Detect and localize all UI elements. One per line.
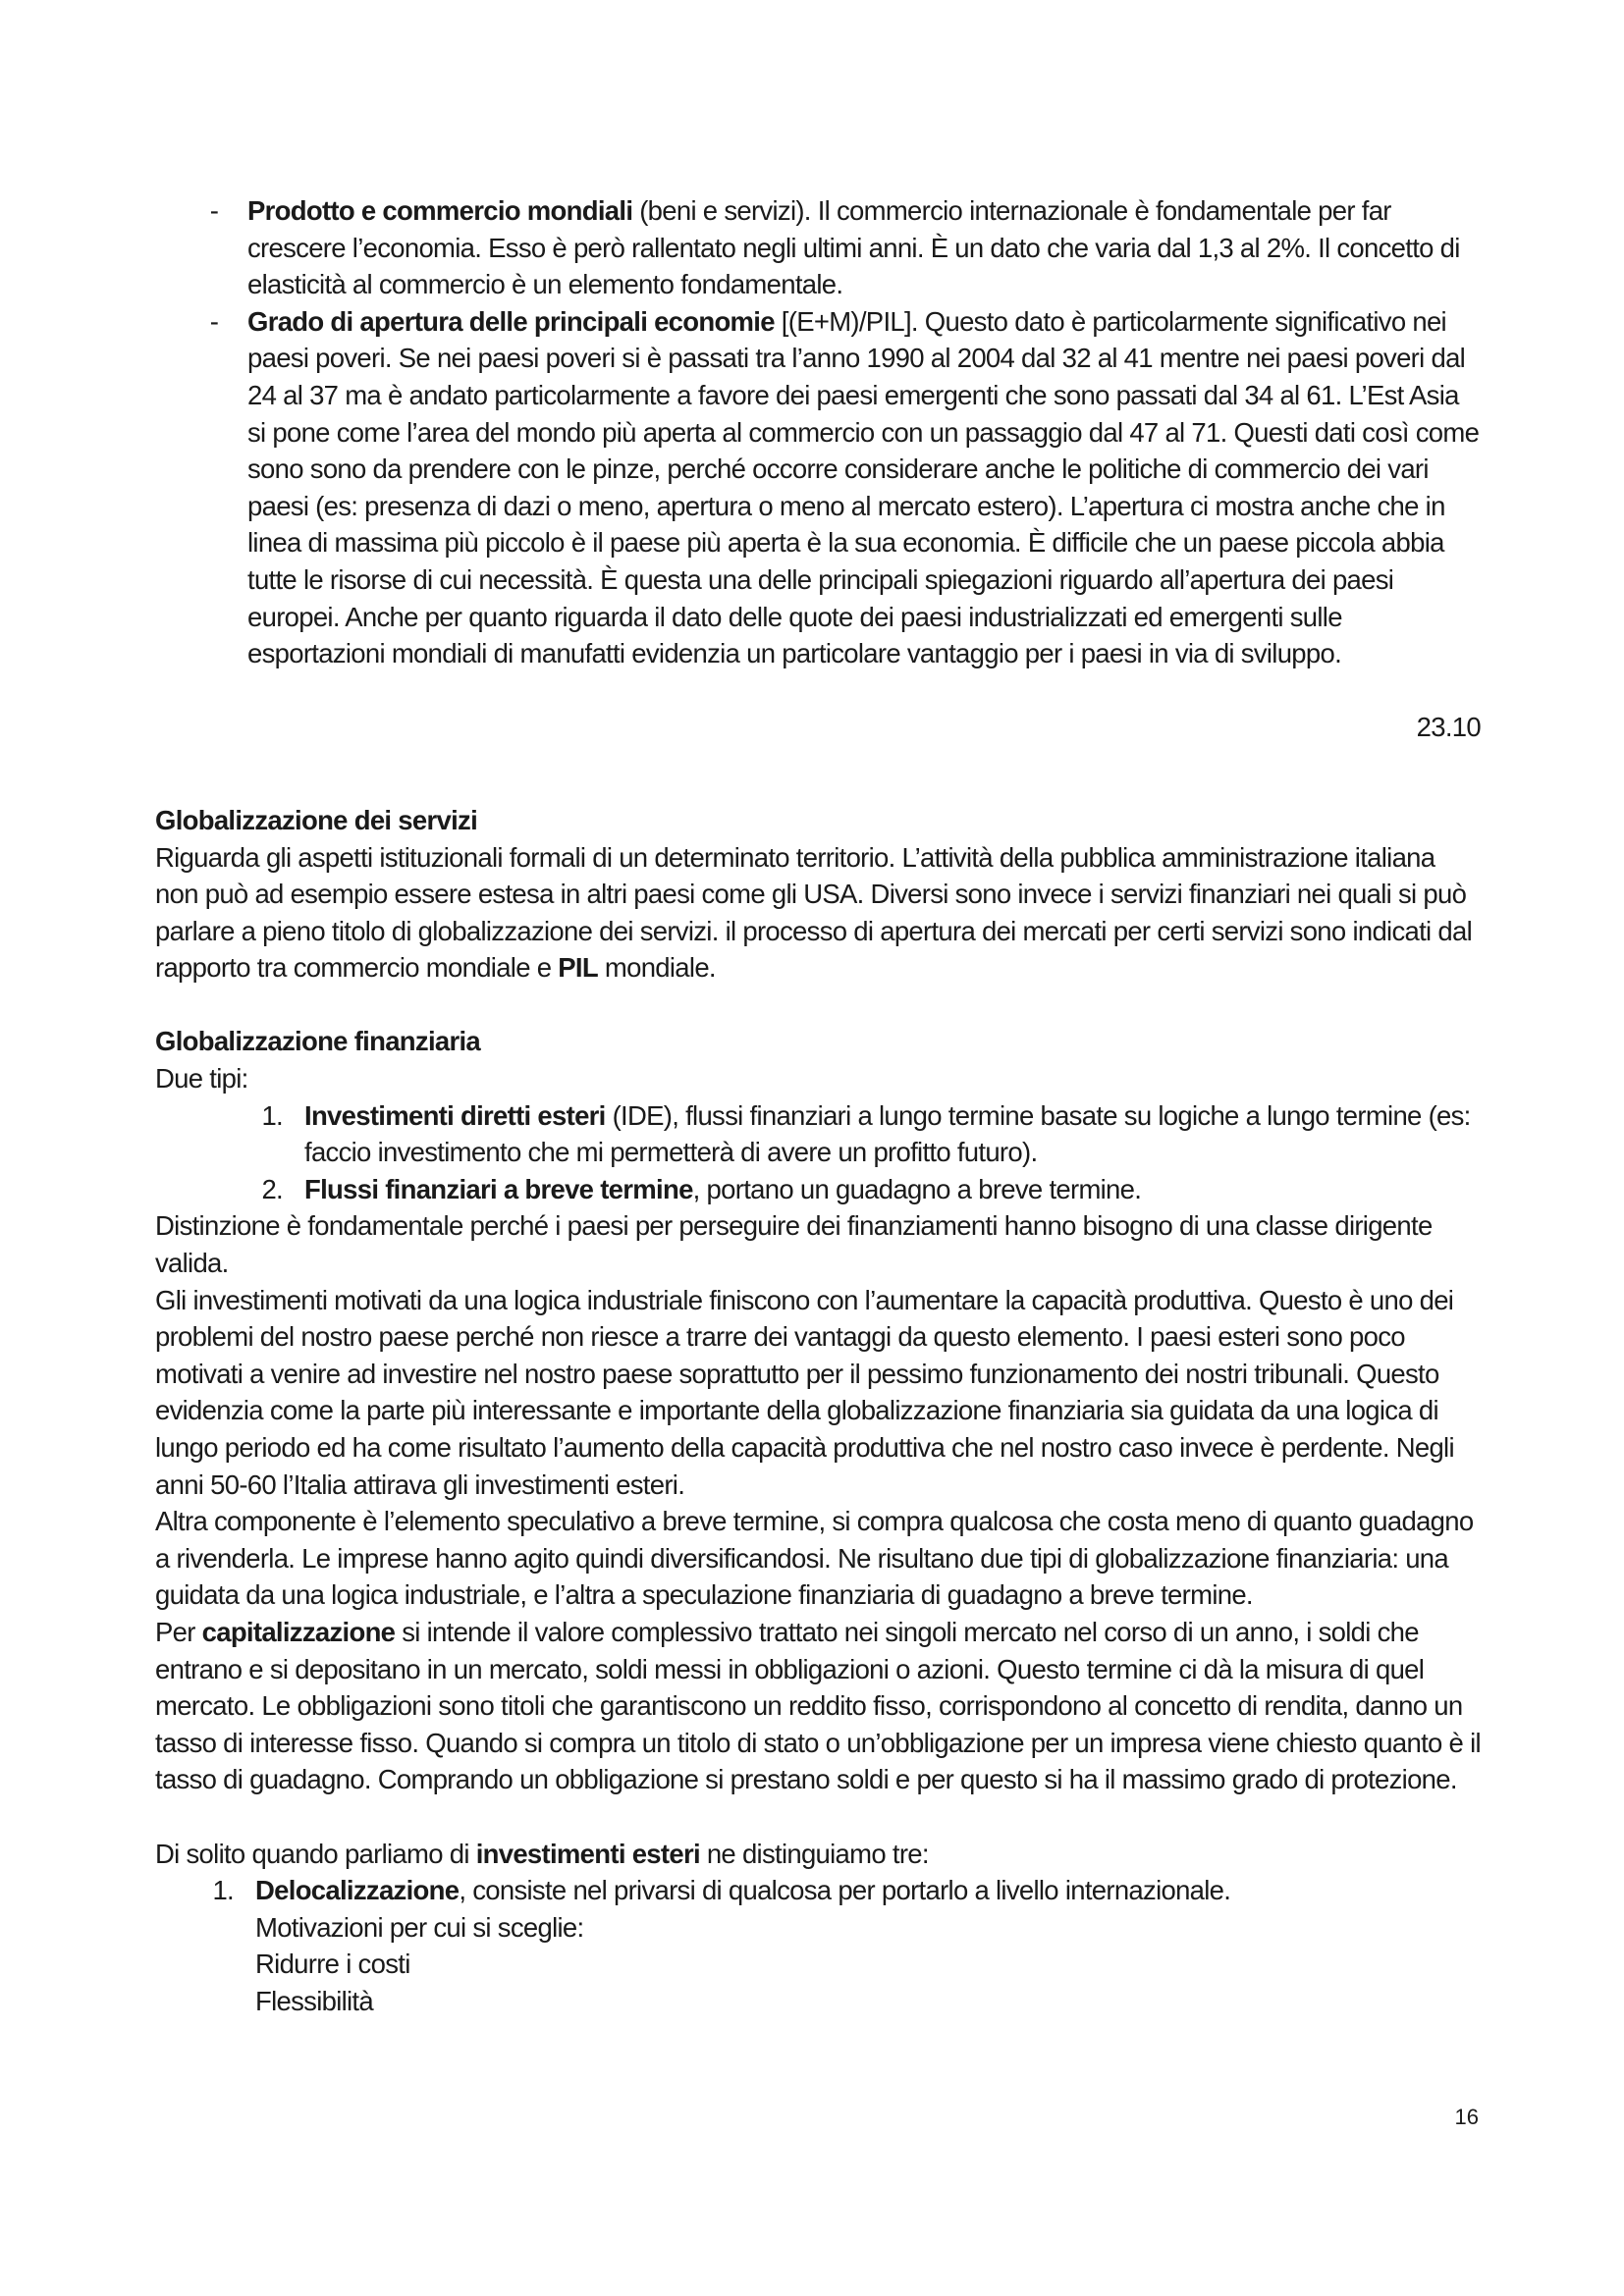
paragraph-text: si intende il valore complessivo trattato nei singoli mercato nel corso di un anno, i soldi che entrano e si depositano in un mercato, soldi messi in obbligazioni o azioni. Questo termine ci dà la misura di quel mercato. Le obbligazioni sono titoli che garantiscono un reddito fisso, corrispondono al concetto di rendita, danno un tasso di interesse fisso. Quando si compra un titolo di stato o un’obbligazione per un impresa viene chiesto quanto è il tasso di guadagno. Comprando un obbligazione si prestano soldi e per questo si ha il massimo grado di protezione.	[155, 1616, 1481, 1795]
bullet-marker: -	[209, 195, 219, 226]
paragraph-text: mondiale.	[597, 952, 716, 984]
bullet-marker: -	[209, 305, 219, 337]
paragraph-text: Riguarda gli aspetti istituzionali formali di un determinato territorio. L’attività della pubblica amministrazione italiana non può ad esempio essere estesa in altri paesi come gli USA. Diversi sono invece i servizi finanziari nei quali si può parlare a pieno titolo di globalizzazione dei servizi. il processo di apertura dei mercati per certi servizi sono indicati dal rapporto tra commercio mondiale e	[155, 841, 1472, 984]
sub-line: Ridurre i costi	[255, 1949, 410, 1980]
bullet-title: Prodotto e commercio mondiali	[247, 195, 633, 226]
paragraph-capitalizzazione	[155, 1614, 1481, 1798]
sub-list	[155, 1909, 1481, 2020]
bullet-text: (beni e servizi). Il commercio internazionale è fondamentale per far crescere l’economia. Esso è però rallentato negli ultimi anni. È un dato che varia dal 1,3 al 2%. Il concetto di elasticità al commercio è un elemento fondamentale.	[247, 195, 1460, 300]
sub-line: Flessibilità	[255, 1985, 373, 2016]
numbered-item	[155, 1872, 1481, 1909]
item-number: 2.	[261, 1173, 283, 1204]
bullet-title: Grado di apertura delle principali economie	[247, 305, 775, 337]
item-number: 1.	[261, 1099, 283, 1131]
heading-finanziaria: Globalizzazione finanziaria	[155, 1026, 481, 1057]
paragraph: Distinzione è fondamentale perché i paesi per perseguire dei finanziamenti hanno bisogno di una classe dirigente valida.	[155, 1210, 1433, 1279]
item-number: 1.	[212, 1875, 234, 1906]
intro-text: Due tipi:	[155, 1063, 248, 1095]
bold-term: capitalizzazione	[201, 1616, 396, 1647]
paragraph-text: Di solito quando parliamo di	[155, 1838, 476, 1869]
bullet-item	[155, 303, 1481, 672]
document-page	[155, 192, 1481, 2020]
item-title: Investimenti diretti esteri	[304, 1099, 606, 1131]
page-number: 16	[1454, 2105, 1479, 2129]
bullet-text: [(E+M)/PIL]. Questo dato è particolarmente significativo nei paesi poveri. Se nei paesi poveri si è passati tra l’anno 1990 al 2004 dal 32 al 41 mentre nei paesi poveri dal 24 al 37 ma è andato particolarmente a favore dei paesi emergenti che sono passati dal 34 al 61. L’Est Asia si pone come l’area del mondo più aperta al commercio con un passaggio dal 47 al 71. Questi dati così come sono sono da prendere con le pinze, perché occorre considerare anche le politiche di commercio dei vari paesi (es: presenza di dazi o meno, apertura o meno al mercato estero). L’apertura ci mostra anche che in linea di massima più piccolo è il paese più aperta è la sua economia. È difficile che un paese piccola abbia tutte le risorse di cui necessità. È questa una delle principali spiegazioni riguardo all’apertura dei paesi europei. Anche per quanto riguarda il dato delle quote dei paesi industrializzati ed emergenti sulle esportazioni mondiali di manufatti evidenzia un particolare vantaggio per i paesi in via di sviluppo.	[247, 305, 1480, 669]
item-text: , portano un guadagno a breve termine.	[692, 1173, 1142, 1204]
paragraph-servizi	[155, 839, 1481, 987]
item-title: Delocalizzazione	[255, 1875, 460, 1906]
paragraph-text: ne distinguiamo tre:	[699, 1838, 929, 1869]
numbered-item	[155, 1097, 1481, 1171]
bold-term: PIL	[558, 952, 598, 984]
numbered-item	[155, 1171, 1481, 1208]
bullet-item	[155, 192, 1481, 303]
bold-term: investimenti esteri	[475, 1838, 700, 1869]
paragraph: Gli investimenti motivati da una logica industriale finiscono con l’aumentare la capacità produttiva. Questo è uno dei problemi del nostro paese perché non riesce a trarre dei vantaggi da questo elemento. I paesi esteri sono poco motivati a venire ad investire nel nostro paese soprattutto per il pessimo funzionamento dei nostri tribunali. Questo evidenzia come la parte più interessante e importante della globalizzazione finanziaria sia guidata da una logica di lungo periodo ed ha come risultato l’aumento della capacità produttiva che nel nostro caso invece è perdente. Negli anni 50-60 l’Italia attirava gli investimenti esteri.	[155, 1284, 1454, 1500]
heading-servizi: Globalizzazione dei servizi	[155, 804, 478, 835]
paragraph: Altra componente è l’elemento speculativo a breve termine, si compra qualcosa che costa meno di quanto guadagno a rivenderla. Le imprese hanno agito quindi diversificandosi. Ne risultano due tipi di globalizzazione finanziaria: una guidata da una logica industriale, e l’altra a speculazione finanziaria di guadagno a breve termine.	[155, 1506, 1474, 1611]
paragraph-investimenti	[155, 1836, 1481, 1873]
item-text: , consiste nel privarsi di qualcosa per portarlo a livello internazionale.	[459, 1875, 1231, 1906]
section-date: 23.10	[1416, 712, 1481, 743]
sub-line: Motivazioni per cui si sceglie:	[255, 1911, 584, 1943]
item-title: Flussi finanziari a breve termine	[304, 1173, 693, 1204]
item-text: (IDE), flussi finanziari a lungo termine basate su logiche a lungo termine (es: faccio investimento che mi permetterà di avere un profitto futuro).	[304, 1099, 1471, 1168]
paragraph-text: Per	[155, 1616, 202, 1647]
